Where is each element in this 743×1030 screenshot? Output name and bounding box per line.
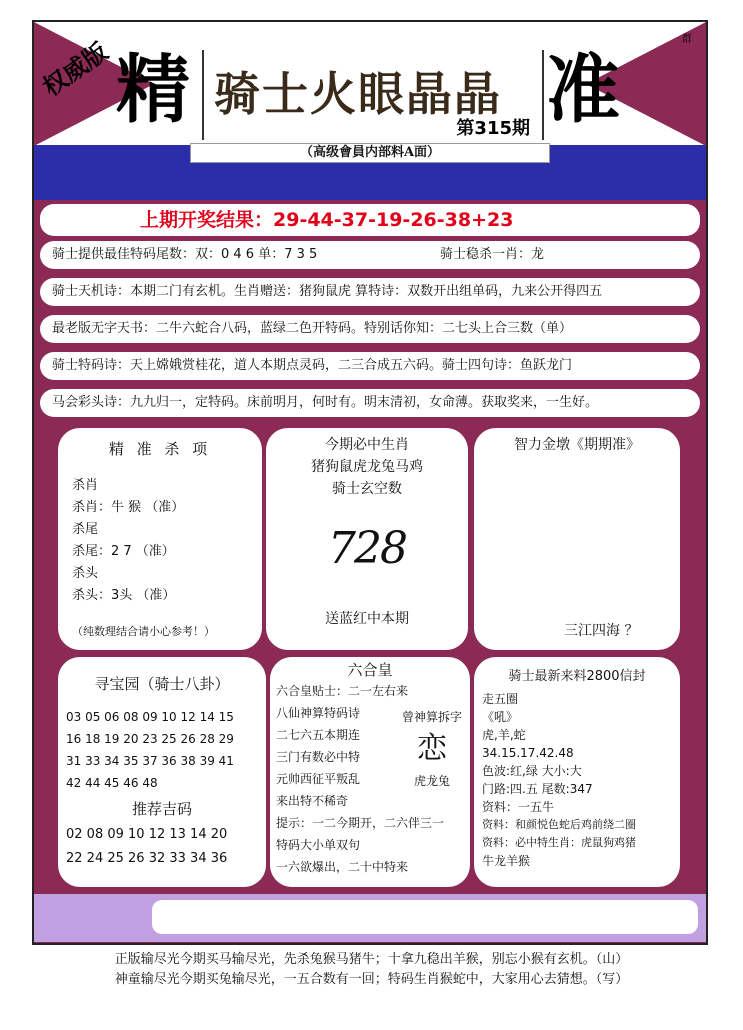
info-row-5-text: 马会彩头诗：九九归一，定特码。床前明月，何时有。明末清初，女命薄。获取奖来，一生好。 bbox=[52, 395, 599, 410]
liuhe-line-6: 来出特不稀奇 bbox=[276, 794, 349, 808]
liuhe-line-8: 特码大小单双句 bbox=[276, 838, 361, 852]
info-row-2-text: 骑士天机诗：本期二门有玄机。生肖赠送：猪狗鼠虎 算特诗：双数开出组单码，九来公开得四五 bbox=[52, 284, 603, 299]
latest-line-7: 资料：一五牛 bbox=[482, 800, 555, 814]
liuhe-line-9: 一六欲爆出，二十中特来 bbox=[276, 860, 409, 874]
info-row-3 bbox=[40, 315, 700, 343]
split-char-block bbox=[392, 706, 470, 792]
result-label: 上期开奖结果： bbox=[140, 209, 274, 231]
kill-line-3: 杀尾 bbox=[72, 522, 99, 537]
info-row-3-text: 最老版无字天书：二牛六蛇合八码，蓝绿二色开特码。特别话你知：二七头上合三数（单） bbox=[52, 321, 573, 336]
left-big-char: 精 bbox=[116, 47, 190, 133]
info-row-4-text: 骑士特码诗：天上嫦娥赏桂花，道人本期点灵码，二三合成五六码。骑士四句诗：鱼跃龙门 bbox=[52, 358, 573, 373]
authority-stamp: 权威版 bbox=[37, 36, 113, 102]
header bbox=[34, 22, 706, 145]
result-numbers: 29-44-37-19-26-38+23 bbox=[273, 209, 514, 231]
latest-title: 骑士最新来料2800信封 bbox=[508, 669, 646, 684]
kill-line-1: 杀肖 bbox=[72, 478, 99, 493]
kill-note: （纯数理结合请小心参考！） bbox=[72, 625, 215, 638]
treasure-row-3: 31 33 34 35 37 36 38 39 41 bbox=[66, 754, 234, 768]
latest-line-10: 牛龙羊猴 bbox=[482, 854, 531, 868]
info-row-5 bbox=[40, 389, 700, 417]
liuhe-line-5: 元帅西征平叛乱 bbox=[276, 772, 361, 786]
latest-line-4: 34.15.17.42.48 bbox=[482, 746, 574, 760]
latest-line-6: 门路:四.五 尾数:347 bbox=[482, 782, 593, 796]
issue-number: 第315期 bbox=[456, 118, 530, 139]
latest-line-5: 色波:红,绿 大小:大 bbox=[482, 764, 582, 778]
info-row-1-text: 骑士提供最佳特码尾数：双：0 4 6 单：7 3 5 bbox=[52, 247, 318, 262]
split-answer: 虎龙兔 bbox=[413, 774, 450, 788]
liuhe-line-3: 二七六五本期连 bbox=[276, 728, 361, 742]
latest-line-3: 虎,羊,蛇 bbox=[482, 728, 526, 742]
lucky-row-2: 22 24 25 26 32 33 34 36 bbox=[66, 851, 228, 866]
bottom-inner-box bbox=[152, 900, 698, 934]
panel-treasure bbox=[58, 657, 266, 887]
title-box bbox=[202, 50, 544, 140]
info-row-1-extra: 骑士稳杀一肖：龙 bbox=[440, 247, 545, 262]
liuhe-line-4: 三门有数必中特 bbox=[276, 750, 361, 764]
subtitle: （高级會員内部料A面） bbox=[190, 143, 550, 163]
treasure-title: 寻宝园（骑士八卦） bbox=[94, 675, 230, 693]
treasure-row-2: 16 18 19 20 23 25 26 28 29 bbox=[66, 732, 234, 746]
wisdom-title: 智力金墩《期期准》 bbox=[514, 437, 640, 453]
info-row-2 bbox=[40, 278, 700, 306]
latest-line-1: 走五圈 bbox=[482, 692, 519, 706]
page-title: 骑士火眼晶晶 bbox=[214, 67, 502, 121]
corner-mark: 群 bbox=[682, 34, 692, 45]
panel-liuhe bbox=[270, 657, 470, 887]
last-draw-result bbox=[40, 204, 700, 236]
latest-line-2: 《吼》 bbox=[482, 710, 519, 724]
lucky-row-1: 02 08 09 10 12 13 14 20 bbox=[66, 827, 228, 842]
kill-line-5: 杀头 bbox=[72, 566, 99, 581]
kill-line-6: 杀头：3头 （准） bbox=[72, 588, 176, 603]
panel-kill bbox=[58, 428, 262, 650]
info-row-1 bbox=[40, 241, 700, 269]
liuhe-line-7: 提示：一二今期开，二六伴三一 bbox=[276, 816, 445, 830]
page-frame bbox=[32, 20, 708, 945]
liuhe-line-1: 六合皇贴士：二一左右来 bbox=[276, 684, 409, 698]
handwritten-number: 728 bbox=[328, 523, 406, 574]
treasure-row-4: 42 44 45 46 48 bbox=[66, 776, 158, 790]
lucky-title: 推荐吉码 bbox=[131, 800, 192, 818]
footer-line-2: 神童输尽光今期买兔输尽光，一五合数有一回；特码生肖猴蛇中，大家用心去猜想。（写） bbox=[114, 972, 629, 987]
split-title: 曾神算拆字 bbox=[401, 710, 462, 724]
wisdom-footer: 三江四海 ？ bbox=[564, 623, 639, 639]
panel-latest bbox=[474, 657, 680, 887]
must-title: 今期必中生肖 bbox=[325, 437, 409, 453]
must-subtitle: 骑士玄空数 bbox=[332, 481, 402, 497]
info-row-4 bbox=[40, 352, 700, 380]
must-animals: 猪狗鼠虎龙兔马鸡 bbox=[311, 459, 423, 475]
panel-wisdom bbox=[474, 428, 680, 650]
panel-kill-title: 精 准 杀 项 bbox=[108, 440, 212, 458]
liuhe-line-2: 八仙神算特码诗 bbox=[276, 706, 361, 720]
panel-must-win bbox=[266, 428, 468, 650]
split-char: 恋 bbox=[417, 731, 447, 766]
latest-line-9: 资料：必中特生肖：虎鼠狗鸡猪 bbox=[482, 836, 636, 849]
treasure-row-1: 03 05 06 08 09 10 12 14 15 bbox=[66, 710, 234, 724]
kill-line-2: 杀肖：牛 猴 （准） bbox=[72, 500, 185, 515]
liuhe-title: 六合皇 bbox=[347, 661, 393, 679]
must-footer: 送蓝红中本期 bbox=[325, 611, 409, 627]
kill-line-4: 杀尾：2 7 （准） bbox=[72, 544, 175, 559]
right-big-char: 准 bbox=[546, 47, 620, 133]
latest-line-8: 资料：和颜悦色蛇后鸡前绕二圈 bbox=[482, 818, 636, 831]
footer-line-1: 正版输尽光今期买马输尽光，先杀兔猴马猪牛；十拿九稳出羊猴，别忘小猴有玄机。（山） bbox=[114, 952, 629, 967]
